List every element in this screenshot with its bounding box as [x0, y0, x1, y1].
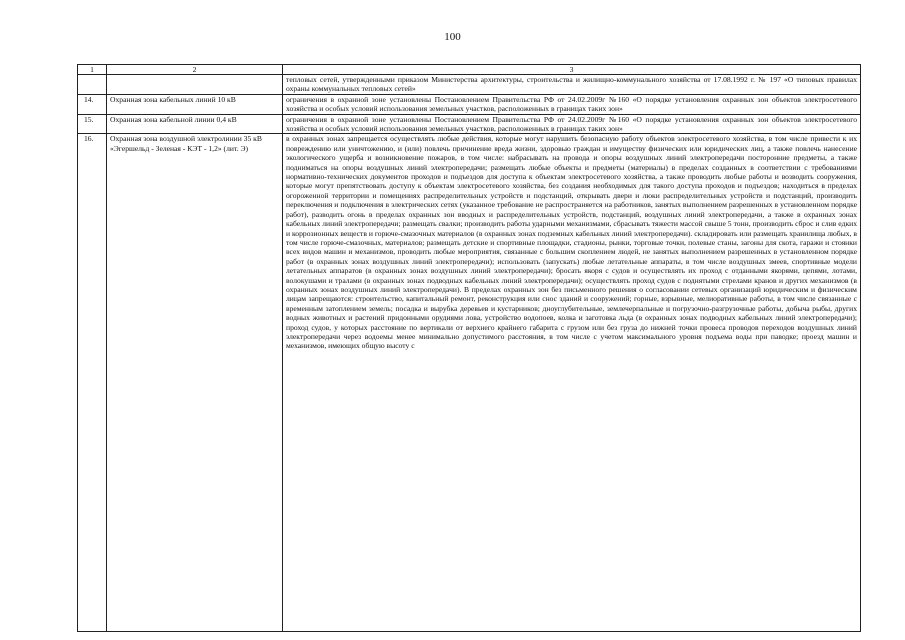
zone-name: Охранная зона кабельной линии 0,4 кВ	[107, 114, 283, 134]
row-number	[78, 75, 107, 95]
zone-name: Охранная зона кабельных линий 10 кВ	[107, 94, 283, 114]
table-row-14	[78, 94, 861, 114]
page-number: 100	[444, 31, 461, 43]
row-number: 14.	[78, 94, 107, 114]
zone-name	[107, 75, 283, 95]
header-cell-2: 2	[107, 65, 283, 75]
header-cell-3: 3	[283, 65, 861, 75]
table-row-15	[78, 114, 861, 134]
row-number: 16.	[78, 134, 107, 632]
table-header-row	[78, 65, 861, 75]
table-row-16	[78, 134, 861, 632]
zone-restrictions: тепловых сетей, утвержденными приказом Министерства архитектуры, строительства и жилищно-коммунального хозяйства от 17.08.1992 г. № 197 «О типовых правилах охраны коммунальных тепловых сетей»	[283, 75, 861, 95]
row-number: 15.	[78, 114, 107, 134]
zone-restrictions: ограничения в охранной зоне установлены Постановлением Правительства РФ от 24.02.2009г №160 «О порядке установления охранных зон объектов электросетевого хозяйства и особых условий использования земельных участков, расположенных в границах таких зон»	[283, 94, 861, 114]
zone-restrictions: в охранных зонах запрещается осуществлять любые действия, которые могут нарушить безопасную работу объектов электросетевого хозяйства, в том числе привести к их повреждению или уничтожению, и (или) повлечь причинение вреда жизни, здоровью граждан и имуществу физических или юридических лиц, а также повлечь нанесение экологического ущерба и возникновение пожаров, в том числе: набрасывать на провода и опоры воздушных линий электропередачи посторонние предметы, а также подниматься на опоры воздушных линий электропередачи; размещать любые объекты и предметы (материалы) в пределах созданных в соответствии с требованиями нормативно-технических документов проходов и подъездов для доступа к объектам электросетевого хозяйства, а также проводить любые работы и возводить сооружения, которые могут препятствовать доступу к объектам электросетевого хозяйства, без создания необходимых для такого доступа проходов и подъездов; находиться в пределах огороженной территории и помещениях распределительных устройств и подстанций, открывать двери и люки распределительных устройств и подстанций, производить переключения и подключения в электрических сетях (указанное требование не распространяется на работников, занятых выполнением разрешенных в установленном порядке работ), разводить огонь в пределах охранных зон вводных и распределительных устройств, подстанций, воздушных линий электропередачи, а также в охранных зонах кабельных линий электропередачи; размещать свалки; производить работы ударными механизмами, сбрасывать тяжести массой свыше 5 тонн, производить сброс и слив едких и коррозионных веществ и горюче-смазочных материалов (в охранных зонах подземных кабельных линий электропередачи). складировать или размещать хранилища любых, в том числе горюче-смазочных, материалов; размещать детские и спортивные площадки, стадионы, рынки, торговые точки, полевые станы, загоны для скота, гаражи и стоянки всех видов машин и механизмов, проводить любые мероприятия, связанные с большим скоплением людей, не занятых выполнением разрешенных в установленном порядке работ (в охранных зонах воздушных линий электропередачи); использовать (запускать) любые летательные аппараты, в том числе воздушных змеев, спортивные модели летательных аппаратов (в охранных зонах воздушных линий электропередачи); бросать якоря с судов и осуществлять их проход с отданными якорями, цепями, лотами, волокушами и тралами (в охранных зонах подводных кабельных линий электропередачи); осуществлять проход судов с поднятыми стрелами кранов и других механизмов (в охранных зонах воздушных линий электропередачи). В пределах охранных зон без письменного решения о согласовании сетевых организаций юридическим и физическим лицам запрещаются: строительство, капитальный ремонт, реконструкция или снос зданий и сооружений; горные, взрывные, мелиоративные работы, в том числе связанные с временным затоплением земель; посадка и вырубка деревьев и кустарников; дноуглубительные, землечерпальные и погрузочно-разгрузочные работы, добыча рыбы, других водных животных и растений придонными орудиями лова, устройство водопоев, колка и заготовка льда (в охранных зонах подводных кабельных линий электропередачи); проход судов, у которых расстояние по вертикали от верхнего крайнего габарита с грузом или без груза до нижней точки провеса проводов переходов воздушных линий электропередачи через водоемы менее минимально допустимого расстояния, в том числе с учетом максимального уровня подъема воды при паводке; проезд машин и механизмов, имеющих общую высоту с	[286, 134, 857, 351]
zone-restrictions-cell	[283, 134, 861, 632]
table-row-continuation	[78, 75, 861, 95]
restrictions-table	[77, 64, 861, 632]
header-cell-1: 1	[78, 65, 107, 75]
zone-restrictions: ограничения в охранной зоне установлены Постановлением Правительства РФ от 24.02.2009г №160 «О порядке установления охранных зон объектов электросетевого хозяйства и особых условий использования земельных участков, расположенных в границах таких зон»	[283, 114, 861, 134]
zone-name: Охранная зона воздушной электролинии 35 кВ «Эгершельд - Зеленая - КЭТ - 1,2» (лит. Э)	[107, 134, 283, 632]
